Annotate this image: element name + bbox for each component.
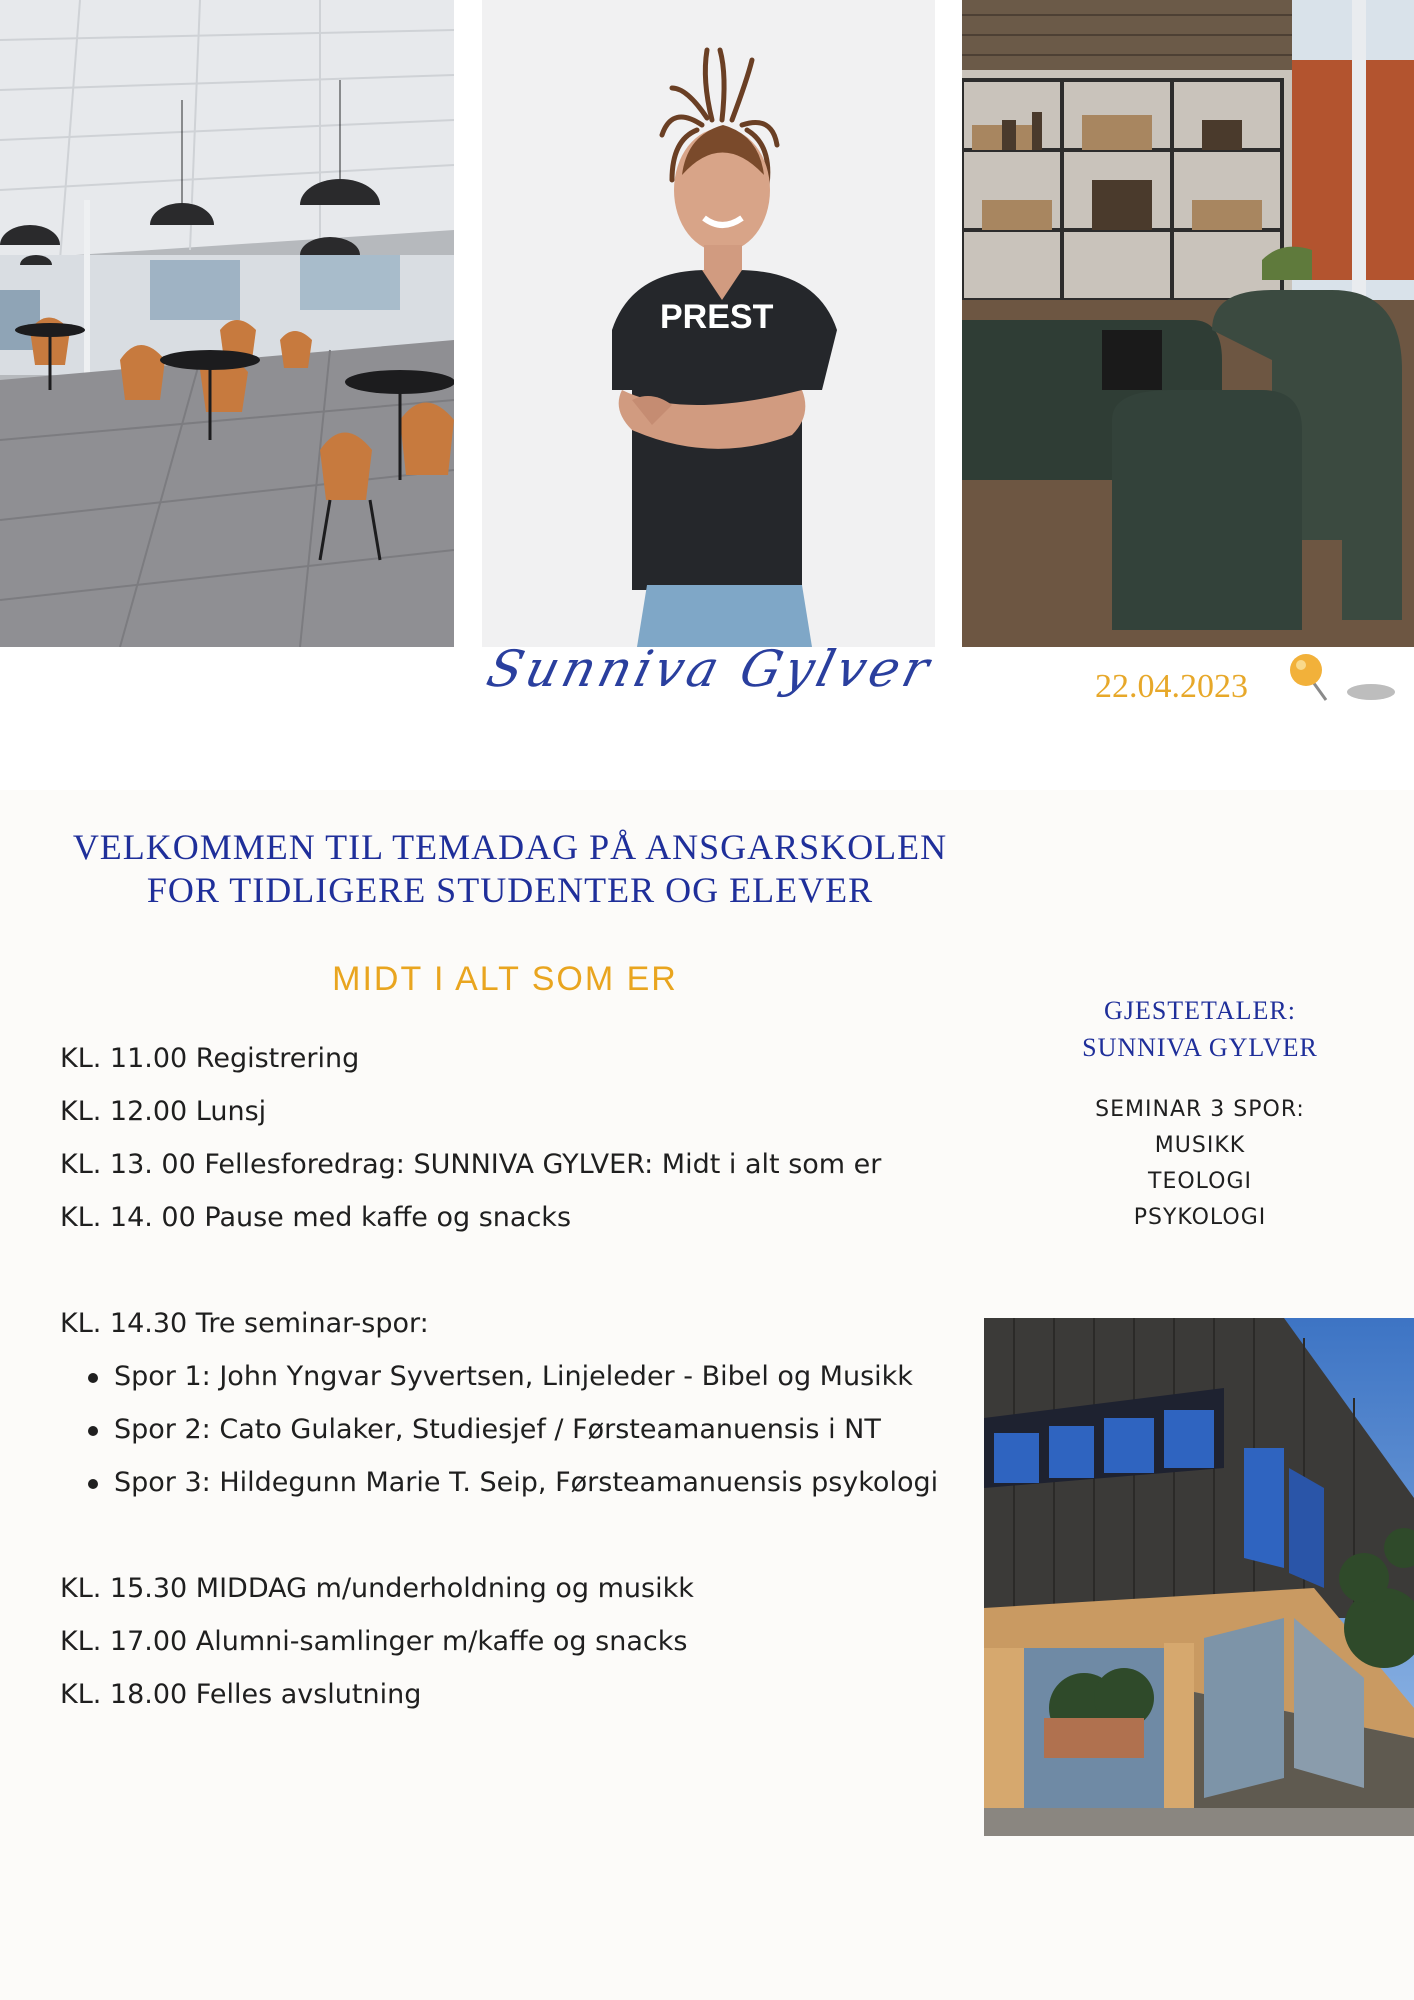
schedule-item: KL. 12.00 Lunsj — [60, 1096, 267, 1127]
seminar-track: TEOLOGI — [1148, 1169, 1252, 1194]
schedule-item: KL. 11.00 Registrering — [60, 1043, 360, 1074]
schedule-item: KL. 17.00 Alumni-samlinger m/kaffe og snacks — [60, 1626, 688, 1657]
seminar-track: PSYKOLOGI — [1133, 1205, 1267, 1230]
track-item: Spor 3: Hildegunn Marie T. Seip, Førsteamanuensis psykologi — [60, 1461, 960, 1514]
guest-name: SUNNIVA GYLVER — [1082, 1033, 1318, 1062]
pin-icon — [1286, 650, 1396, 710]
seminar-label: SEMINAR 3 SPOR: — [1095, 1097, 1305, 1122]
building-photo — [984, 1318, 1414, 1836]
track-list — [60, 1355, 960, 1514]
guest-label: GJESTETALER: — [1104, 996, 1296, 1025]
track-item: Spor 1: John Yngvar Syvertsen, Linjeleder - Bibel og Musikk — [60, 1355, 960, 1408]
schedule-item: KL. 13. 00 Fellesforedrag: SUNNIVA GYLVER: Midt i alt som er — [60, 1149, 882, 1180]
schedule-item: KL. 18.00 Felles avslutning — [60, 1679, 422, 1710]
portrait-photo — [482, 0, 935, 647]
schedule-item: KL. 14. 00 Pause med kaffe og snacks — [60, 1202, 572, 1233]
schedule-item: KL. 15.30 MIDDAG m/underholdning og musikk — [60, 1573, 694, 1604]
spacer — [60, 1249, 960, 1302]
seminar-intro: KL. 14.30 Tre seminar-spor: — [60, 1308, 429, 1339]
guest-speaker — [1040, 992, 1360, 1066]
signature: Sunniva Gylver — [481, 640, 939, 698]
track-item: Spor 2: Cato Gulaker, Studiesjef / Førsteamanuensis i NT — [60, 1408, 960, 1461]
page-title — [30, 826, 990, 912]
shirt-text: PREST — [660, 298, 774, 336]
subtitle: MIDT I ALT SOM ER — [332, 960, 678, 998]
schedule — [60, 1037, 960, 1726]
event-date: 22.04.2023 — [1095, 668, 1248, 705]
lounge-photo — [962, 0, 1414, 647]
title-line-2: FOR TIDLIGERE STUDENTER OG ELEVER — [146, 870, 874, 910]
seminar-track: MUSIKK — [1154, 1133, 1246, 1158]
spacer — [60, 1514, 960, 1567]
seminar-tracks — [1040, 1092, 1360, 1236]
cafeteria-photo — [0, 0, 454, 647]
title-line-1: VELKOMMEN TIL TEMADAG PÅ ANSGARSKOLEN — [72, 827, 948, 867]
